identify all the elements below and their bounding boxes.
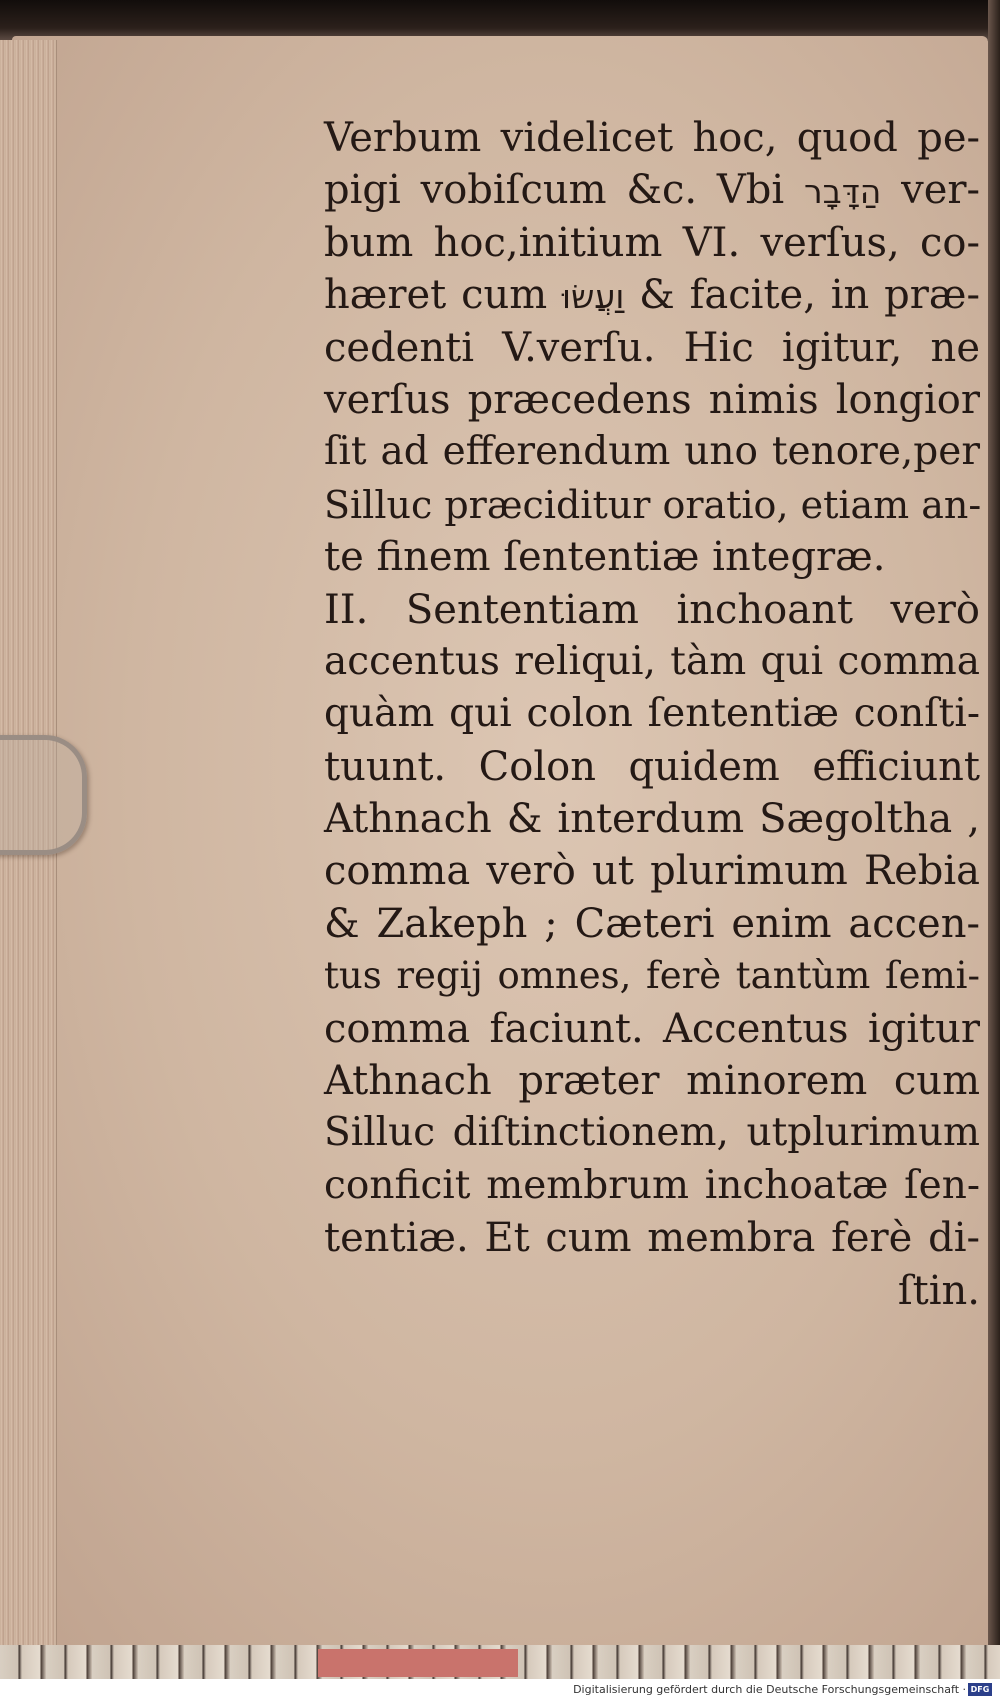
hebrew-word: וַעֲשׂוּ <box>562 277 625 317</box>
text-line: tuunt. Colon quidem efficiunt <box>324 743 980 790</box>
book-bottom-edge <box>0 1645 1000 1679</box>
catchword: ſtin. <box>897 1267 980 1314</box>
text-line: & Zakeph ; Cæteri enim accen- <box>324 900 980 947</box>
text-line: hæret cum וַעֲשׂוּ & facite, in præ- <box>324 272 981 319</box>
text-line: Verbum videlicet hoc, quod pe- <box>324 115 980 161</box>
text-line: cedenti V.verſu. Hic igitur, ne <box>324 324 980 371</box>
text-line: te finem ſententiæ integræ. <box>324 534 886 581</box>
text-line: accentus reliqui, tàm qui comma <box>324 638 980 684</box>
text-line: Silluc præciditur oratio, etiam an- <box>324 482 982 527</box>
text-line: II. Sententiam inchoant verò <box>324 586 980 633</box>
text-line: pigi vobiſcum &c. Vbi הַדָּבָר ver- <box>324 167 981 214</box>
text-line: Athnach præter minorem cum <box>324 1058 980 1105</box>
text-line: comma faciunt. Accentus igitur <box>324 1005 980 1052</box>
digitization-credit: Digitalisierung gefördert durch die Deutsche Forschungsgemeinschaft · <box>573 1683 966 1696</box>
text-line: Athnach & interdum Sægoltha , <box>324 796 980 843</box>
book-top-edge <box>0 0 1000 40</box>
text-line: Silluc diſtinctionem, utplurimum <box>324 1110 980 1156</box>
text-line: quàm qui colon ſententiæ conſti- <box>324 691 980 737</box>
text-line: ſit ad efferendum uno tenore,per <box>324 429 980 475</box>
text-line: comma verò ut plurimum Rebia <box>324 848 980 895</box>
dfg-logo: DFG <box>968 1683 992 1696</box>
text-line: bum hoc,initium VI. verſus, co- <box>324 219 980 266</box>
hebrew-word: הַדָּבָר <box>804 172 882 212</box>
page-text-block <box>324 112 980 1317</box>
book-clasp <box>0 735 87 855</box>
red-edge-mark <box>318 1649 518 1677</box>
book-right-edge <box>988 0 1000 1701</box>
text-line: conficit membrum inchoatæ ſen- <box>324 1162 980 1208</box>
text-line: verſus præcedens nimis longior <box>324 376 980 423</box>
text-line: tentiæ. Et cum membra ferè di- <box>324 1215 980 1262</box>
text-line: tus regij omnes, ferè tantùm ſemi- <box>324 954 980 998</box>
